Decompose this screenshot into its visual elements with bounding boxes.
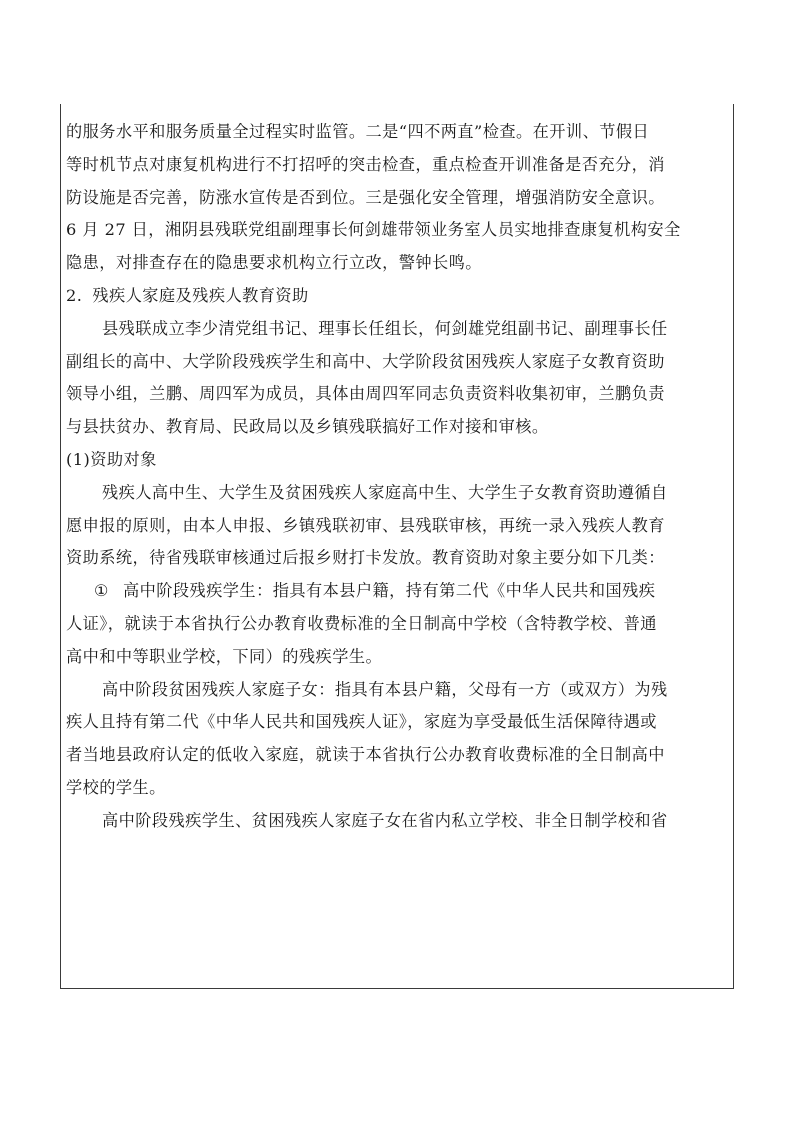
paragraph-line: 疾人且持有第二代《中华人民共和国残疾人证》，家庭为享受最低生活保障待遇或 <box>66 712 657 732</box>
paragraph-line: 高中阶段残疾学生、贫困残疾人家庭子女在省内私立学校、非全日制学校和省 <box>102 810 668 830</box>
paragraph-line: 领导小组，兰鹏、周四军为成员，具体由周四军同志负责资料收集初审，兰鹏负责 <box>66 384 665 404</box>
paragraph-line: 县残联成立李少清党组书记、理事长任组长，何剑雄党组副书记、副理事长任 <box>102 318 668 338</box>
paragraph-line: 与县扶贫办、教育局、民政局以及乡镇残联搞好工作对接和审核。 <box>66 417 549 437</box>
paragraph-line: 者当地县政府认定的低收入家庭，就读于本省执行公办教育收费标准的全日制高中 <box>66 745 665 765</box>
paragraph-line: 高中和中等职业学校，下同）的残疾学生。 <box>66 646 383 666</box>
paragraph-line: 愿申报的原则，由本人申报、乡镇残联初审、县残联审核，再统一录入残疾人教育 <box>66 515 665 535</box>
list-item-text: 高中阶段残疾学生：指具有本县户籍，持有第二代《中华人民共和国残疾 <box>122 581 656 601</box>
paragraph-line: 残疾人高中生、大学生及贫困残疾人家庭高中生、大学生子女教育资助遵循自 <box>102 482 668 502</box>
paragraph-line: 的服务水平和服务质量全过程实时监管。二是“四不两直”检查。在开训、节假日 <box>66 122 650 141</box>
subsection-heading: (1)资助对象 <box>66 449 157 469</box>
document-body <box>66 116 728 838</box>
paragraph-line: 人证》，就读于本省执行公办教育收费标准的全日制高中学校（含特教学校、普通 <box>66 613 657 633</box>
section-heading-number: 2. <box>66 285 83 305</box>
section-heading <box>66 280 728 313</box>
list-item-line <box>66 575 728 608</box>
paragraph-line: 高中阶段贫困残疾人家庭子女：指具有本县户籍，父母有一方（或双方）为残 <box>102 679 668 699</box>
paragraph-line: 资助系统，待省残联审核通过后报乡财打卡发放。教育资助对象主要分如下几类： <box>66 548 665 568</box>
paragraph-line: 副组长的高中、大学阶段残疾学生和高中、大学阶段贫困残疾人家庭子女教育资助 <box>66 351 665 371</box>
section-heading-text: 残疾人家庭及残疾人教育资助 <box>92 285 309 305</box>
paragraph-line: 等时机节点对康复机构进行不打招呼的突击检查，重点检查开训准备是否充分，消 <box>66 154 665 174</box>
paragraph-line: 学校的学生。 <box>66 777 166 797</box>
paragraph-line: 防设施是否完善，防涨水宣传是否到位。三是强化安全管理，增强消防安全意识。 <box>66 187 665 207</box>
paragraph-line: 隐患，对排查存在的隐患要求机构立行立改，警钟长鸣。 <box>66 253 482 273</box>
circled-number: ① <box>94 581 109 601</box>
paragraph-line: 6 月 27 日，湘阴县残联党组副理事长何剑雄带领业务室人员实地排查康复机构安全 <box>66 220 681 240</box>
